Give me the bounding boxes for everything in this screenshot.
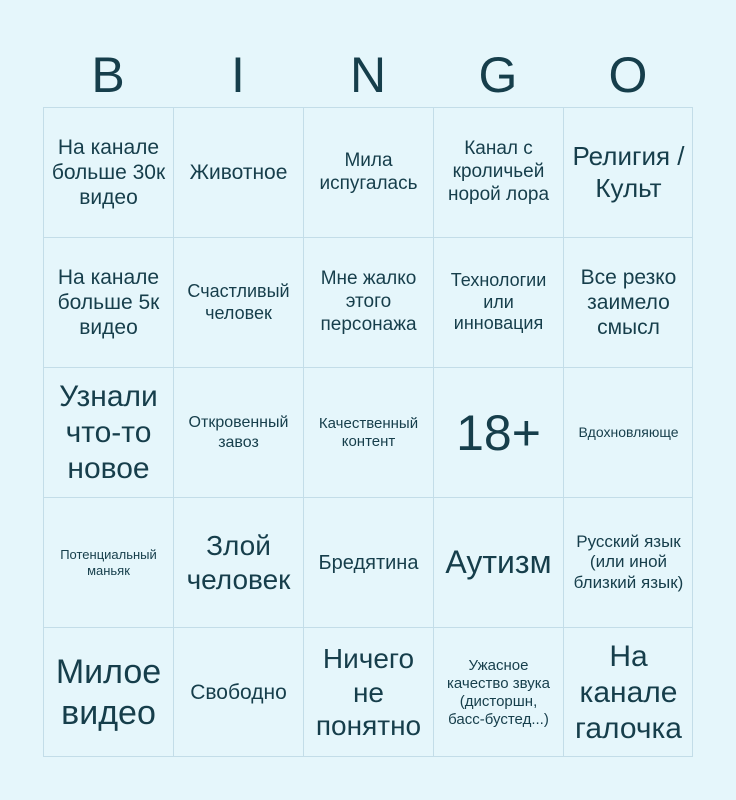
cell-text: Мне жалко этого персонажа xyxy=(320,268,417,335)
bingo-grid xyxy=(43,107,693,757)
cell-text: Аутизм xyxy=(445,544,552,581)
cell-text: Животное xyxy=(189,160,288,184)
cell-text: Откровенный завоз xyxy=(188,414,289,451)
cell-text: Религия / Культ xyxy=(572,141,685,203)
cell-text: На канале больше 30к видео xyxy=(51,135,166,210)
cell-text: Узнали что-то новое xyxy=(59,379,158,485)
cell-text: Ужасное качество звука (дисторшн, басс-бустед...) xyxy=(447,656,550,728)
bingo-cell-r4-c3[interactable] xyxy=(303,497,433,627)
header-letter-i: I xyxy=(231,47,245,103)
bingo-cell-r2-c4[interactable] xyxy=(433,237,563,367)
bingo-cell-r3-c3[interactable] xyxy=(303,367,433,497)
bingo-cell-r5-c2[interactable] xyxy=(173,627,303,757)
header-letter-o: O xyxy=(608,47,648,103)
bingo-cell-r3-c4[interactable] xyxy=(433,367,563,497)
bingo-header xyxy=(43,44,693,106)
cell-text: Вдохновляюще xyxy=(578,424,679,441)
bingo-cell-r4-c2[interactable] xyxy=(173,497,303,627)
bingo-cell-r4-c4[interactable] xyxy=(433,497,563,627)
cell-text: На канале галочка xyxy=(575,639,682,745)
bingo-cell-r3-c2[interactable] xyxy=(173,367,303,497)
cell-text: Милое видео xyxy=(55,652,162,732)
bingo-cell-r3-c5[interactable] xyxy=(563,367,693,497)
cell-text: Бредятина xyxy=(318,551,419,574)
bingo-cell-r5-c5[interactable] xyxy=(563,627,693,757)
bingo-cell-r2-c3[interactable] xyxy=(303,237,433,367)
bingo-cell-r1-c2[interactable] xyxy=(173,107,303,237)
cell-text: Свободно xyxy=(190,680,287,704)
cell-text: Счастливый человек xyxy=(187,280,290,323)
cell-text: Мила испугалась xyxy=(319,149,418,194)
bingo-cell-r1-c3[interactable] xyxy=(303,107,433,237)
bingo-cell-r4-c1[interactable] xyxy=(43,497,173,627)
bingo-cell-r5-c4[interactable] xyxy=(433,627,563,757)
bingo-cell-r4-c5[interactable] xyxy=(563,497,693,627)
cell-text: Злой человек xyxy=(186,529,291,595)
bingo-cell-r2-c2[interactable] xyxy=(173,237,303,367)
bingo-cell-r1-c1[interactable] xyxy=(43,107,173,237)
cell-text: Качественный контент xyxy=(318,414,419,450)
header-letter-g: G xyxy=(478,47,518,103)
cell-text: Ничего не понятно xyxy=(315,643,422,742)
cell-text: 18+ xyxy=(456,404,541,461)
cell-text: Все резко заимело смысл xyxy=(580,265,677,340)
bingo-cell-r3-c1[interactable] xyxy=(43,367,173,497)
cell-text: Русский язык (или иной близкий язык) xyxy=(573,531,684,592)
cell-text: Технологии или инновация xyxy=(450,270,547,334)
header-letter-b: B xyxy=(91,47,125,103)
bingo-cell-r5-c1[interactable] xyxy=(43,627,173,757)
bingo-cell-r1-c5[interactable] xyxy=(563,107,693,237)
bingo-cell-r2-c1[interactable] xyxy=(43,237,173,367)
bingo-cell-r1-c4[interactable] xyxy=(433,107,563,237)
bingo-cell-r2-c5[interactable] xyxy=(563,237,693,367)
cell-text: На канале больше 5к видео xyxy=(57,265,160,340)
cell-text: Потенциальный маньяк xyxy=(60,546,157,578)
cell-text: Канал с кроличьей норой лора xyxy=(447,138,550,205)
bingo-cell-r5-c3[interactable] xyxy=(303,627,433,757)
header-letter-n: N xyxy=(349,47,387,103)
